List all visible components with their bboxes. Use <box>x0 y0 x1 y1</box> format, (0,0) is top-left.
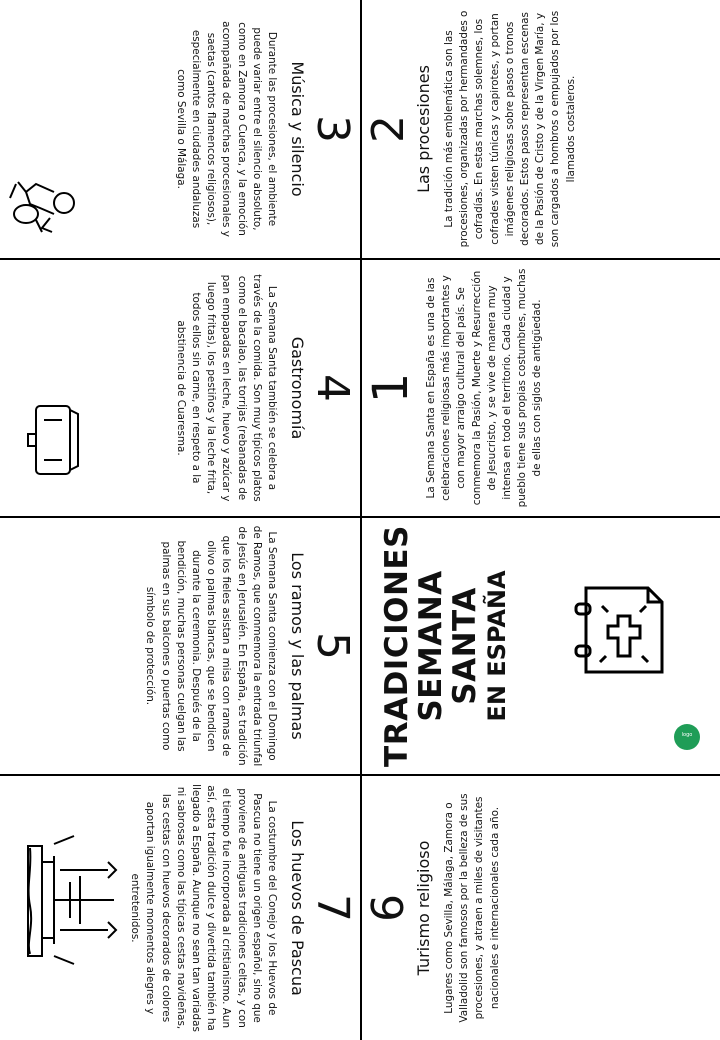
panel-number: 7 <box>307 894 358 922</box>
panel-cover <box>362 518 720 774</box>
logo-badge-text: logo <box>681 732 693 738</box>
logo-badge <box>674 724 700 750</box>
panel-text: La tradición más emblemática son las procesiones, organizadas por hermandades o cofradías. En estas marchas solemnes, los cofrades visten túnicas y capirotes, y portan imágenes religiosas sobre pasos o tronos decorados. Estos pasos representan escenas de la Pasión de Cristo y de la Virgen María, y son cargados a hombros o empujados por los llamados costaleros. <box>443 10 577 248</box>
panel-musica <box>0 0 360 258</box>
cover-title-line1: TRADICIONES <box>379 525 415 767</box>
panel-title: Música y silencio <box>288 61 307 197</box>
panel-title: Los huevos de Pascua <box>288 820 307 996</box>
cover-title-line2: SEMANA SANTA <box>413 570 483 722</box>
panel-number: 3 <box>307 115 358 143</box>
panel-text: La costumbre del Conejo y los Huevos de Pascua no tiene un origen español, sino que proviene de antiguas tradiciones celtas, y con el tiempo fue incorporada al cristianismo. Aun así, esta tradición dulce y divertida también ha llegado a España. Aunque no sean tan variadas ni sabrosas como las típicas cestas navideñas, las cestas con huevos decorados de colores aportan igualmente momentos alegres y entretenidos. <box>129 784 278 1032</box>
drummer-icon <box>6 170 84 236</box>
panel-procesiones <box>362 0 720 258</box>
panel-number: 4 <box>307 374 358 402</box>
panel-title: Gastronomía <box>288 336 307 440</box>
panel-intro <box>362 260 720 516</box>
panel-text: Durante las procesiones, el ambiente puede variar entre el silencio absoluto, como en Zamora o Cuenca, y la emoción acompañada de marchas procesionales y saetas (cantos flamencos religiosos), especialmente en ciudades andaluzas como Sevilla o Málaga. <box>174 21 278 237</box>
panel-number: 6 <box>363 894 414 922</box>
panel-ramos <box>0 518 360 774</box>
panel-number: 5 <box>307 632 358 660</box>
panel-number: 1 <box>363 372 419 404</box>
procession-float-icon <box>20 826 124 976</box>
panel-turismo <box>362 776 720 1040</box>
cover-subtitle: EN ESPAÑA <box>483 570 511 722</box>
panel-text: La Semana Santa también se celebra a través de la comida. Son muy típicos platos como el bacalao, las torrijas (rebanadas de pan empapadas en leche, huevo y azúcar y luego fritas), los pestiños y la leche frita, todos ellos sin carne, en respeto a la abstinencia de Cuaresma. <box>174 274 278 502</box>
panel-title: Las procesiones <box>414 65 433 193</box>
panel-gastronomia <box>0 260 360 516</box>
panel-number: 2 <box>363 115 414 143</box>
holy-book-icon <box>572 580 668 680</box>
panel-text: La Semana Santa en España es una de las celebraciones religiosas más importantes y con mayor arraigo cultural del país. Se conmemora la Pasión, Muerte y Resurrección de Jesucristo, y se vive de manera muy intensa en todo el territorio. Cada ciudad y pueblo tiene sus propias costumbres, muchas de ellas con siglos de antigüedad. <box>425 268 544 508</box>
panel-title: Turismo religioso <box>414 840 433 976</box>
panel-text: Lugares como Sevilla, Málaga, Zamora o Valladolid son famosos por la belleza de sus procesiones, y atraen a miles de visitantes nacionales e internacionales cada año. <box>443 793 501 1023</box>
panel-title: Los ramos y las palmas <box>288 552 307 740</box>
food-tray-icon <box>14 400 84 480</box>
panel-text: La Semana Santa comienza con el Domingo de Ramos, que conmemora la entrada triunfal de Jesús en Jerusalén. En España, es tradición que los fieles asistan a misa con ramas de olivo o palmas blancas, que se bendicen durante la ceremonia. Después de la bendición, muchas personas cuelgan las palmas en sus balcones o puertas como símbolo de protección. <box>144 525 278 767</box>
